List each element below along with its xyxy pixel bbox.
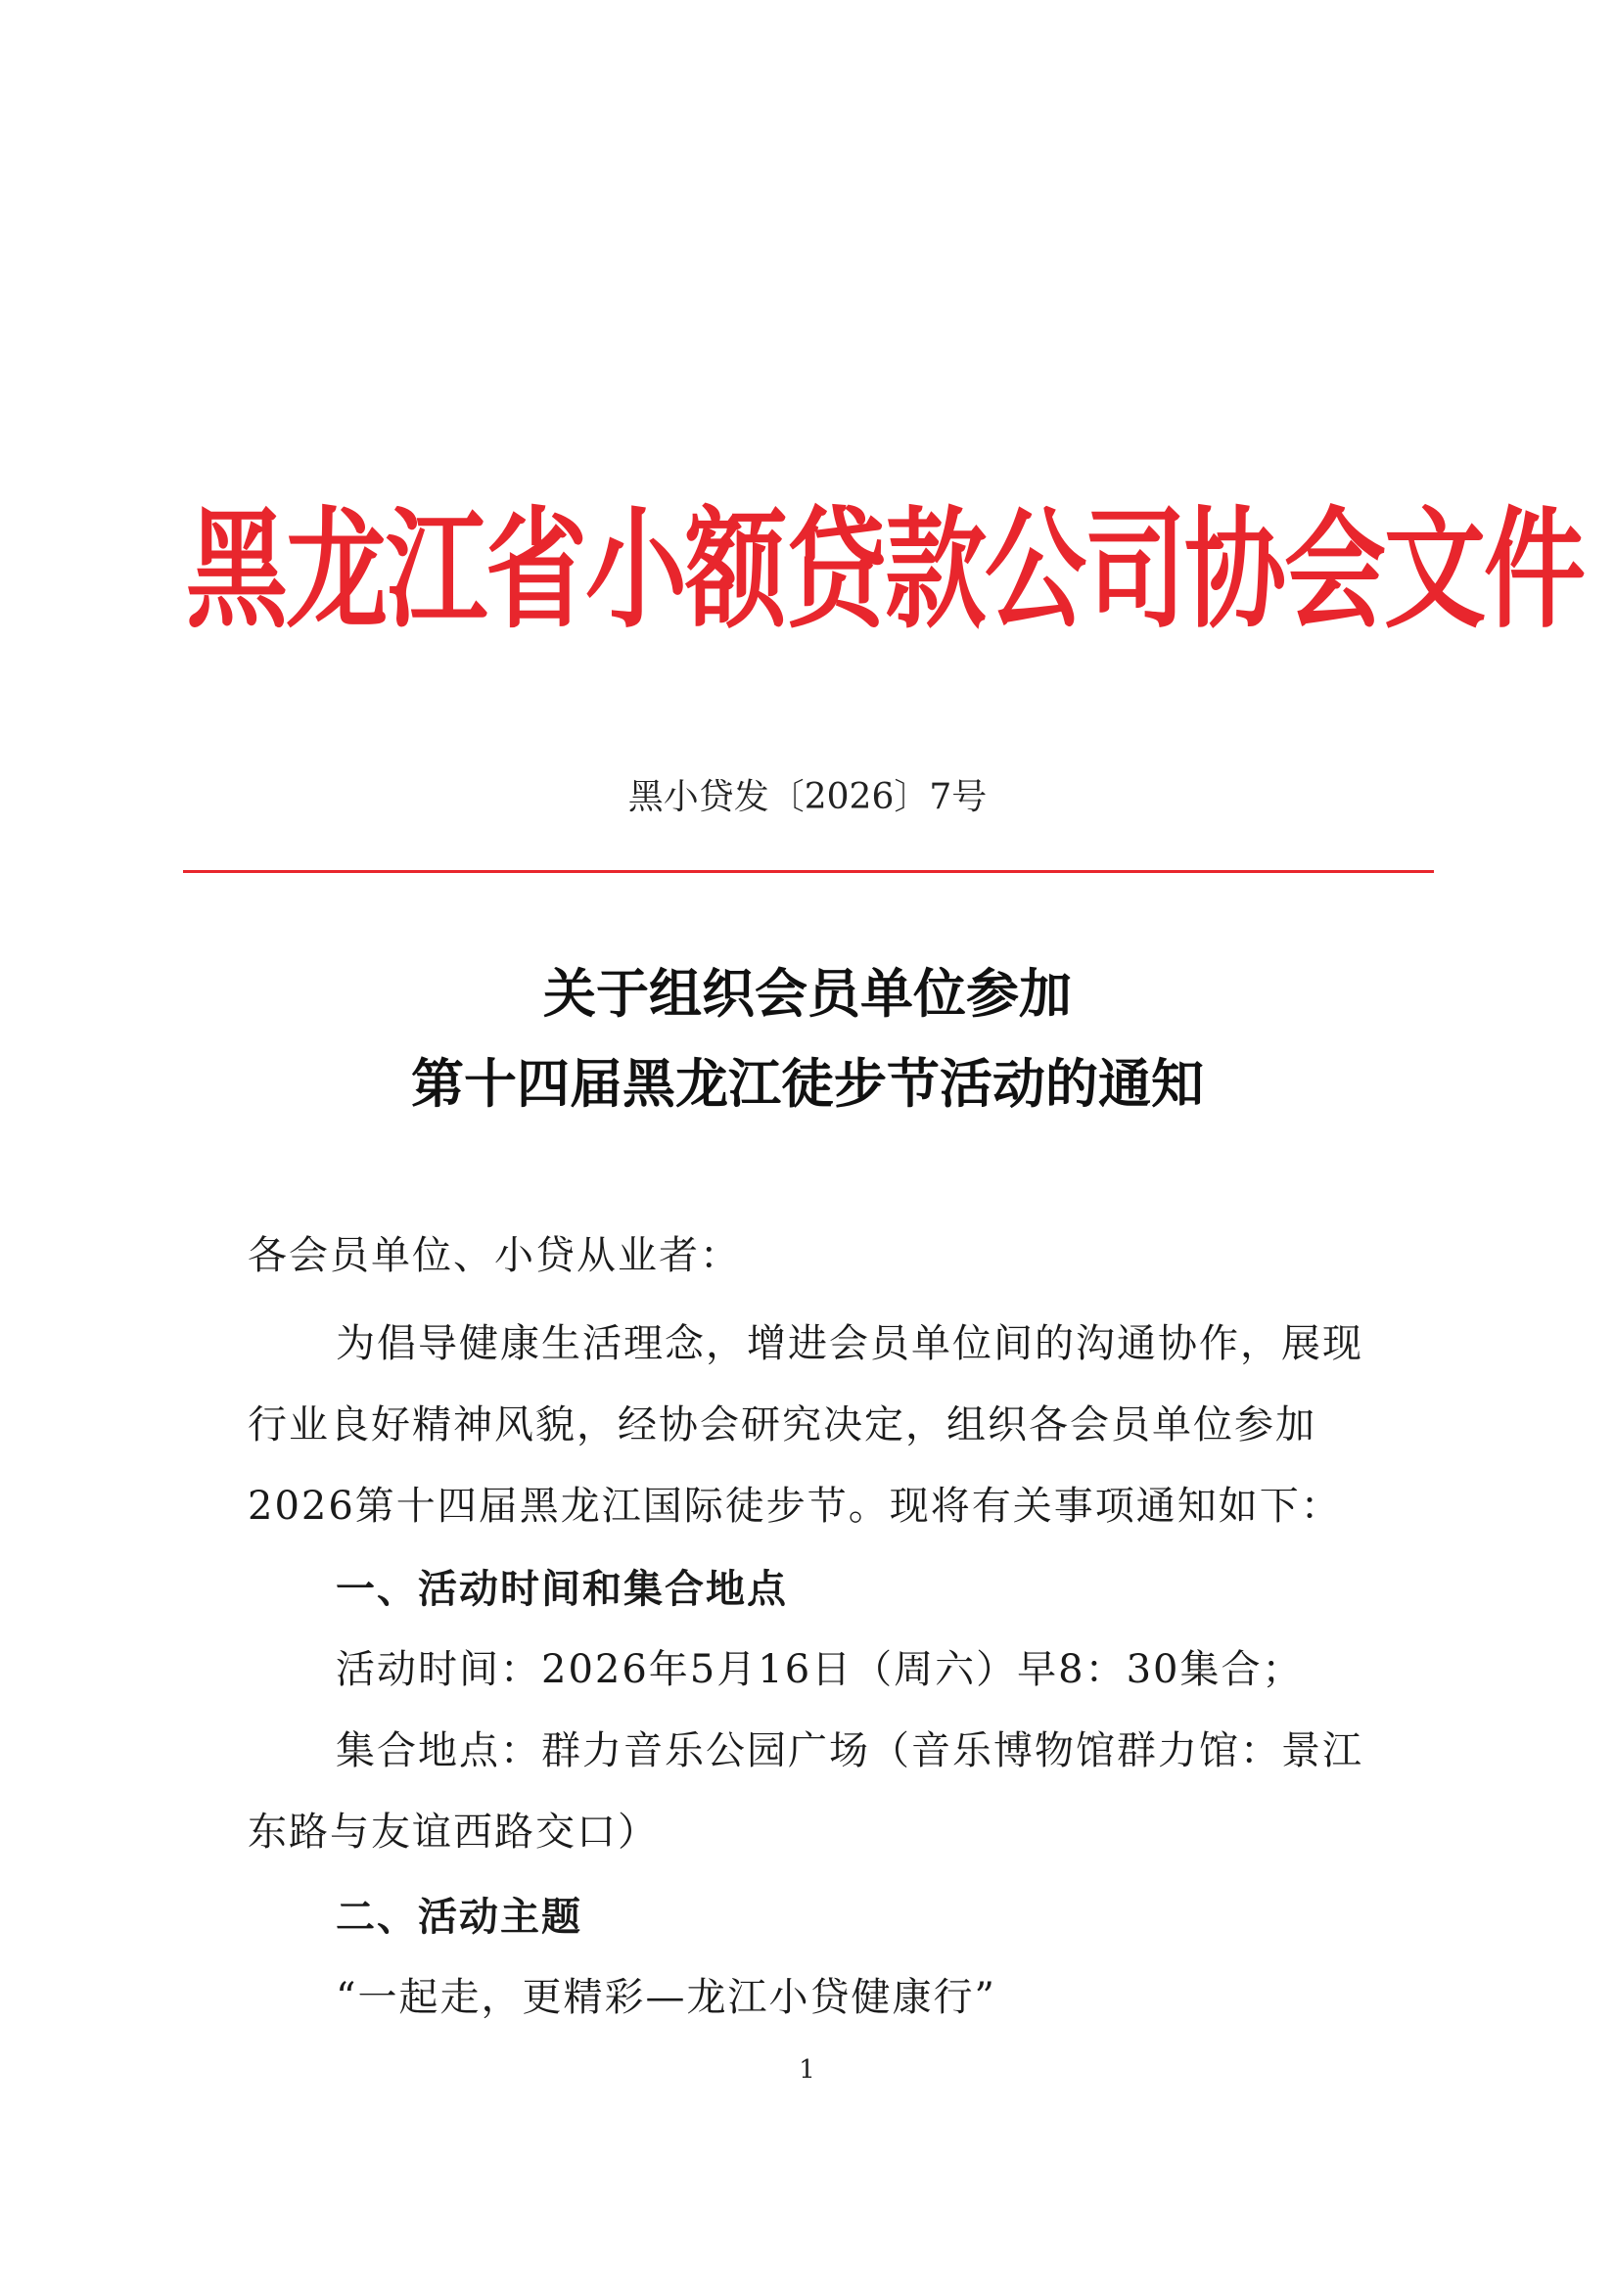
section-2-heading: 二、活动主题 (336, 1895, 582, 1940)
location-line-1: 集合地点：群力音乐公园广场（音乐博物馆群力馆：景江 (336, 1728, 1363, 1773)
section-1-heading: 一、活动时间和集合地点 (336, 1567, 788, 1612)
notice-title-line-1: 关于组织会员单位参加 (543, 962, 1072, 1025)
document-number: 黑小贷发〔2026〕7号 (627, 777, 988, 817)
activity-time: 活动时间：2026年5月16日（周六）早8：30集合； (336, 1647, 1304, 1692)
organization-header-title: 黑龙江省小额贷款公司协会文件 (186, 493, 1585, 647)
intro-line-3: 2026第十四届黑龙江国际徒步节。现将有关事项通知如下： (248, 1484, 1342, 1529)
activity-theme: “一起走，更精彩—龙江小贷健康行” (336, 1975, 996, 2020)
intro-line-2: 行业良好精神风貌，经协会研究决定，组织各会员单位参加 (248, 1402, 1316, 1447)
salutation: 各会员单位、小贷从业者： (248, 1233, 741, 1278)
intro-line-1: 为倡导健康生活理念，增进会员单位间的沟通协作，展现 (336, 1321, 1363, 1366)
notice-title-line-2: 第十四届黑龙江徒步节活动的通知 (411, 1052, 1204, 1115)
header-divider (183, 870, 1434, 873)
location-line-2: 东路与友谊西路交口） (248, 1810, 659, 1855)
page-number: 1 (799, 2055, 815, 2085)
